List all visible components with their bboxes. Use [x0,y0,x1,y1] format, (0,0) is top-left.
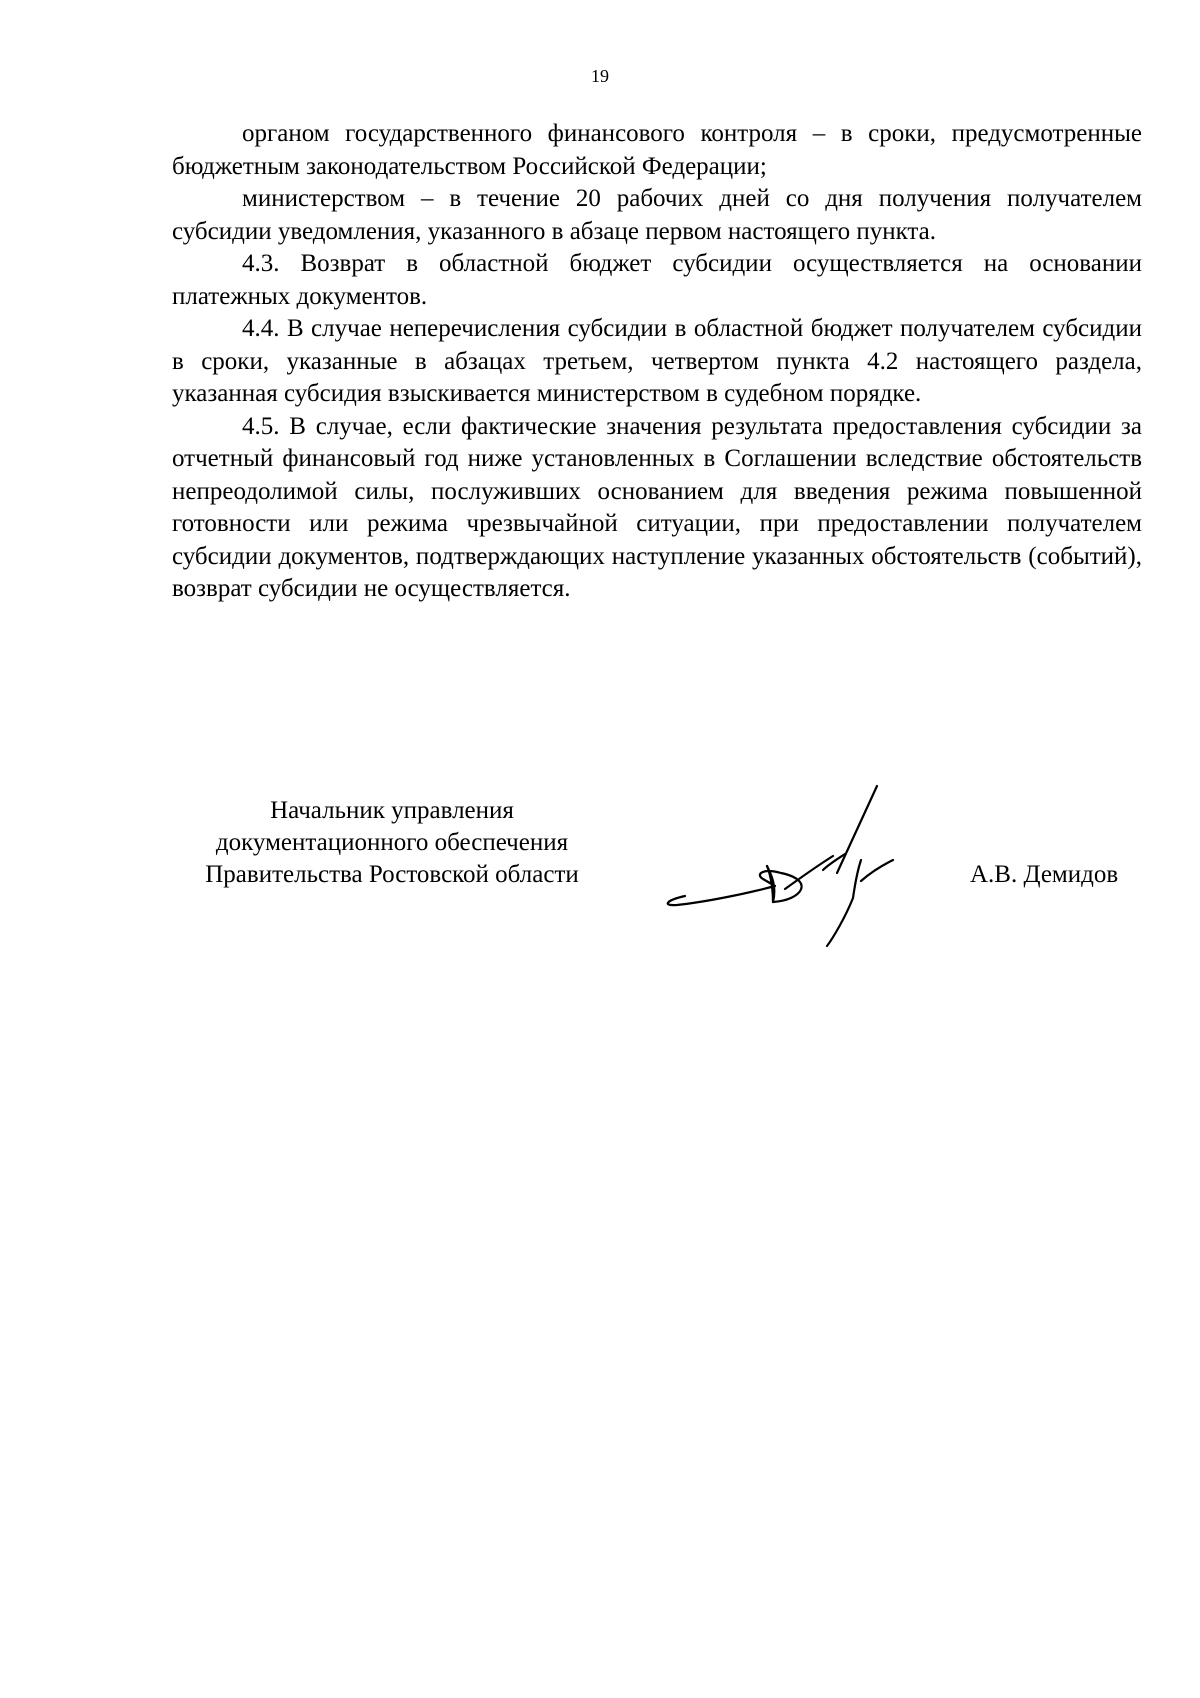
signatory-position-line: документационного обеспечения [215,829,569,856]
signatory-position [172,795,612,891]
handwritten-signature [655,778,945,948]
paragraph-4-3: 4.3. Возврат в областной бюджет субсидии осуществляется на основании платежных документов. [172,250,1142,310]
paragraph-4-4: 4.4. В случае неперечисления субсидии в областной бюджет получателем субсидии в сроки, указанные в абзацах третьем, четвертом пункта 4.2 настоящего раздела, указанная субсидия взыскивается министерством в судебном порядке. [172,315,1142,407]
signatory-position-line: Начальник управления [270,797,514,824]
paragraph-ministry-deadline: министерством – в течение 20 рабочих дней со дня получения получателем субсидии уведомления, указанного в абзаце первом настоящего пункта. [172,185,1142,245]
paragraph-4-5: 4.5. В случае, если фактические значения результата предоставления субсидии за отчетный финансовый год ниже установленных в Соглашении вследствие обстоятельств непреодолимой силы, послуживших основанием для введения режима повышенной готовности или режима чрезвычайной ситуации, при предоставлении получателем субсидии документов, подтверждающих наступление указанных обстоятельств (событий), возврат субсидии не осуществляется. [172,412,1142,602]
document-body [172,118,1142,606]
signatory-name: А.В. Демидов [970,861,1119,888]
paragraph-control-body: органом государственного финансового контроля – в сроки, предусмотренные бюджетным законодательством Российской Федерации; [172,120,1142,180]
signatory-position-line: Правительства Ростовской области [205,861,579,888]
page-number: 19 [591,66,609,86]
